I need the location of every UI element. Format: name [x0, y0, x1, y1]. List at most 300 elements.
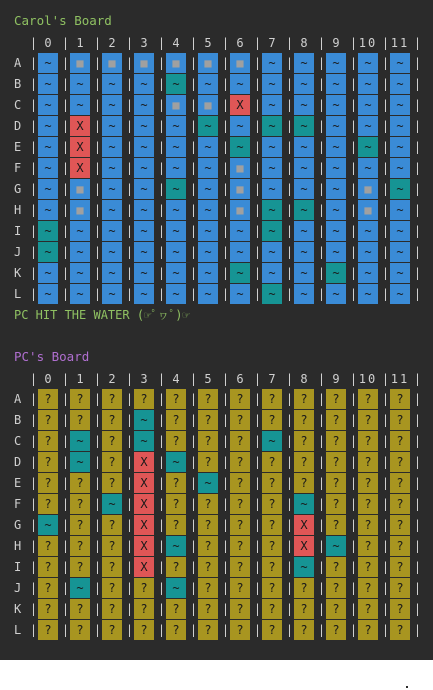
grid-separator: |: [61, 476, 70, 490]
board-cell[interactable]: ?: [294, 389, 314, 409]
board-cell[interactable]: ~: [134, 158, 154, 178]
board-cell[interactable]: ?: [70, 473, 90, 493]
board-cell[interactable]: ?: [198, 599, 218, 619]
board-cell[interactable]: ?: [102, 578, 122, 598]
board-cell[interactable]: ~: [38, 515, 58, 535]
board-cell[interactable]: ~: [262, 158, 282, 178]
board-cell[interactable]: X: [134, 515, 154, 535]
board-cell[interactable]: ?: [198, 578, 218, 598]
board-cell[interactable]: ?: [230, 620, 250, 640]
board-cell[interactable]: ■: [166, 95, 186, 115]
grid-separator: |: [93, 287, 102, 301]
board-cell[interactable]: ■: [70, 53, 90, 73]
board-cell[interactable]: ?: [38, 389, 58, 409]
board-cell[interactable]: ?: [230, 536, 250, 556]
board-cell[interactable]: ~: [166, 242, 186, 262]
board-cell[interactable]: ~: [102, 200, 122, 220]
board-cell[interactable]: ■: [70, 200, 90, 220]
board-cell[interactable]: ~: [134, 74, 154, 94]
board-cell[interactable]: ?: [198, 410, 218, 430]
board-cell[interactable]: ■: [230, 200, 250, 220]
board-cell[interactable]: ~: [262, 200, 282, 220]
board-cell[interactable]: ~: [262, 284, 282, 304]
board-cell[interactable]: ?: [326, 515, 346, 535]
board-cell[interactable]: ~: [198, 263, 218, 283]
board-cell[interactable]: ?: [38, 599, 58, 619]
board-cell[interactable]: ■: [166, 53, 186, 73]
board-cell[interactable]: ~: [166, 179, 186, 199]
board-cell[interactable]: X: [294, 536, 314, 556]
board-cell[interactable]: ?: [326, 410, 346, 430]
board-cell[interactable]: ~: [390, 263, 410, 283]
board-cell[interactable]: ~: [102, 158, 122, 178]
board-cell[interactable]: ~: [38, 116, 58, 136]
board-cell[interactable]: ~: [390, 221, 410, 241]
board-cell[interactable]: ~: [166, 158, 186, 178]
board-cell[interactable]: ~: [262, 74, 282, 94]
board-cell[interactable]: ~: [134, 221, 154, 241]
board-cell[interactable]: ■: [102, 53, 122, 73]
board-cell[interactable]: ?: [198, 515, 218, 535]
board-cell[interactable]: ~: [294, 53, 314, 73]
board-cell[interactable]: ?: [166, 473, 186, 493]
grid-separator: |: [29, 182, 38, 196]
board-cell[interactable]: ~: [390, 242, 410, 262]
grid-separator: |: [381, 161, 390, 175]
board-cell[interactable]: ?: [390, 599, 410, 619]
board-cell[interactable]: ?: [166, 620, 186, 640]
board-cell[interactable]: ~: [166, 263, 186, 283]
board-cell[interactable]: ~: [358, 74, 378, 94]
board-cell[interactable]: ?: [102, 452, 122, 472]
board-cell[interactable]: ~: [102, 74, 122, 94]
board-cell[interactable]: ■: [134, 53, 154, 73]
board-cell[interactable]: ?: [390, 494, 410, 514]
board-cell[interactable]: ~: [230, 137, 250, 157]
board-cell[interactable]: ~: [166, 116, 186, 136]
board-cell[interactable]: ~: [390, 179, 410, 199]
board-cell[interactable]: ?: [230, 431, 250, 451]
board-cell[interactable]: ~: [134, 137, 154, 157]
board-cell[interactable]: ?: [390, 410, 410, 430]
board-cell[interactable]: ?: [358, 599, 378, 619]
board-cell[interactable]: X: [134, 452, 154, 472]
board-cell[interactable]: ?: [166, 515, 186, 535]
board-cell[interactable]: ~: [294, 158, 314, 178]
board-cell[interactable]: ~: [294, 74, 314, 94]
board-cell[interactable]: ~: [166, 536, 186, 556]
board-cell[interactable]: ~: [230, 242, 250, 262]
board-cell[interactable]: ~: [134, 410, 154, 430]
board-cell[interactable]: ?: [326, 431, 346, 451]
board-cell[interactable]: ?: [134, 620, 154, 640]
board-cell[interactable]: ?: [38, 452, 58, 472]
grid-separator: |: [413, 372, 422, 386]
board-cell[interactable]: ~: [70, 578, 90, 598]
board-cell[interactable]: ?: [38, 557, 58, 577]
board-cell[interactable]: ~: [262, 137, 282, 157]
grid-separator: |: [317, 56, 326, 70]
board-cell[interactable]: ?: [198, 494, 218, 514]
board-cell[interactable]: ?: [70, 389, 90, 409]
board-cell[interactable]: ~: [262, 431, 282, 451]
board-cell[interactable]: ?: [70, 515, 90, 535]
board-cell[interactable]: ?: [102, 599, 122, 619]
board-cell[interactable]: ■: [358, 179, 378, 199]
board-cell[interactable]: X: [70, 158, 90, 178]
board-cell[interactable]: ~: [38, 221, 58, 241]
board-cell[interactable]: ?: [262, 620, 282, 640]
board-cell[interactable]: ?: [38, 620, 58, 640]
board-cell[interactable]: ?: [294, 431, 314, 451]
board-cell[interactable]: ?: [294, 473, 314, 493]
board-cell[interactable]: ~: [230, 284, 250, 304]
board-cell[interactable]: ~: [326, 179, 346, 199]
board-cell[interactable]: ?: [358, 431, 378, 451]
board-cell[interactable]: ?: [262, 578, 282, 598]
board-cell[interactable]: ?: [102, 536, 122, 556]
board-cell[interactable]: ~: [134, 431, 154, 451]
board-cell[interactable]: ~: [390, 95, 410, 115]
board-cell[interactable]: ~: [294, 221, 314, 241]
board-cell[interactable]: ~: [102, 221, 122, 241]
board-cell[interactable]: ~: [326, 221, 346, 241]
board-cell[interactable]: ~: [262, 53, 282, 73]
board-cell[interactable]: ~: [102, 116, 122, 136]
board-cell[interactable]: ~: [390, 158, 410, 178]
board-cell[interactable]: ~: [102, 95, 122, 115]
board-cell[interactable]: ?: [358, 389, 378, 409]
board-cell[interactable]: X: [70, 116, 90, 136]
row-label: L: [14, 287, 22, 301]
board-cell[interactable]: ?: [38, 494, 58, 514]
board-cell[interactable]: ?: [262, 557, 282, 577]
board-cell[interactable]: ?: [70, 620, 90, 640]
board-cell[interactable]: ~: [38, 263, 58, 283]
board-cell[interactable]: ~: [134, 179, 154, 199]
board-cell[interactable]: ?: [70, 599, 90, 619]
board-cell[interactable]: ~: [294, 263, 314, 283]
board-cell[interactable]: ~: [262, 179, 282, 199]
board-cell[interactable]: ~: [166, 452, 186, 472]
board-cell[interactable]: ~: [390, 74, 410, 94]
board-cell[interactable]: ~: [102, 494, 122, 514]
board-cell[interactable]: ?: [262, 599, 282, 619]
board-cell[interactable]: ?: [358, 452, 378, 472]
board-cell[interactable]: ~: [166, 578, 186, 598]
board-cell[interactable]: ~: [198, 473, 218, 493]
board-cell[interactable]: ~: [358, 95, 378, 115]
board-cell[interactable]: ~: [390, 284, 410, 304]
board-cell[interactable]: ~: [198, 242, 218, 262]
board-cell[interactable]: ~: [294, 179, 314, 199]
board-cell[interactable]: ~: [166, 200, 186, 220]
board-cell[interactable]: ~: [70, 431, 90, 451]
board-cell[interactable]: ~: [134, 200, 154, 220]
board-cell[interactable]: ?: [102, 557, 122, 577]
board-cell[interactable]: ?: [294, 578, 314, 598]
board-cell[interactable]: ~: [230, 221, 250, 241]
board-cell[interactable]: ■: [230, 53, 250, 73]
board-cell[interactable]: X: [134, 473, 154, 493]
board-cell[interactable]: ~: [390, 137, 410, 157]
board-cell[interactable]: ?: [102, 620, 122, 640]
board-cell[interactable]: ~: [326, 284, 346, 304]
board-cell[interactable]: ~: [198, 200, 218, 220]
board-cell[interactable]: ?: [230, 452, 250, 472]
board-cell[interactable]: ?: [102, 473, 122, 493]
board-cell[interactable]: ~: [38, 284, 58, 304]
board-cell[interactable]: ?: [358, 515, 378, 535]
board-cell[interactable]: ~: [70, 74, 90, 94]
board-cell[interactable]: ?: [38, 431, 58, 451]
board-cell[interactable]: ?: [70, 557, 90, 577]
board-cell[interactable]: ~: [38, 179, 58, 199]
board-cell[interactable]: ?: [166, 599, 186, 619]
board-cell[interactable]: ~: [166, 137, 186, 157]
board-cell[interactable]: ?: [230, 473, 250, 493]
board-cell[interactable]: ~: [70, 263, 90, 283]
board-cell[interactable]: ~: [294, 557, 314, 577]
board-cell[interactable]: ?: [166, 494, 186, 514]
board-cell[interactable]: ?: [38, 578, 58, 598]
board-cell[interactable]: ~: [294, 284, 314, 304]
board-cell[interactable]: ?: [262, 494, 282, 514]
board-cell[interactable]: ~: [294, 242, 314, 262]
board-cell[interactable]: ?: [390, 557, 410, 577]
board-cell[interactable]: ■: [230, 158, 250, 178]
board-cell[interactable]: ?: [294, 620, 314, 640]
board-cell[interactable]: ?: [198, 389, 218, 409]
grid-separator: |: [189, 203, 198, 217]
board-cell[interactable]: ?: [390, 515, 410, 535]
board-cell[interactable]: ~: [326, 200, 346, 220]
board-cell[interactable]: ~: [102, 263, 122, 283]
board-cell[interactable]: ~: [294, 494, 314, 514]
board-cell[interactable]: ?: [230, 557, 250, 577]
board-cell[interactable]: ~: [70, 242, 90, 262]
board-cell[interactable]: ?: [230, 515, 250, 535]
board-cell[interactable]: ?: [198, 452, 218, 472]
board-cell[interactable]: ?: [390, 578, 410, 598]
board-cell[interactable]: ~: [230, 116, 250, 136]
board-cell[interactable]: ?: [326, 452, 346, 472]
board-cell[interactable]: ~: [326, 53, 346, 73]
board-cell[interactable]: ~: [294, 95, 314, 115]
board-cell[interactable]: ■: [198, 95, 218, 115]
board-cell[interactable]: ?: [326, 599, 346, 619]
board-cell[interactable]: ?: [390, 536, 410, 556]
board-cell[interactable]: ~: [326, 263, 346, 283]
board-cell[interactable]: ~: [358, 116, 378, 136]
grid-separator: |: [253, 140, 262, 154]
board-cell[interactable]: ?: [294, 410, 314, 430]
board-cell[interactable]: ?: [166, 410, 186, 430]
board-cell[interactable]: ~: [38, 95, 58, 115]
board-cell[interactable]: X: [134, 494, 154, 514]
board-cell[interactable]: ?: [294, 599, 314, 619]
board-cell[interactable]: ?: [230, 410, 250, 430]
board-cell[interactable]: ~: [358, 137, 378, 157]
board-cell[interactable]: ~: [134, 116, 154, 136]
board-cell[interactable]: ?: [70, 536, 90, 556]
board-cell[interactable]: ~: [198, 137, 218, 157]
board-cell[interactable]: ?: [262, 473, 282, 493]
board-cell[interactable]: ?: [134, 389, 154, 409]
board-cell[interactable]: ~: [358, 263, 378, 283]
board-cell[interactable]: ?: [390, 389, 410, 409]
board-cell[interactable]: ~: [326, 536, 346, 556]
board-cell[interactable]: ~: [38, 158, 58, 178]
board-cell[interactable]: ?: [70, 410, 90, 430]
board-cell[interactable]: ~: [326, 74, 346, 94]
board-cell[interactable]: ?: [358, 557, 378, 577]
board-cell[interactable]: ?: [38, 410, 58, 430]
board-cell[interactable]: ?: [326, 494, 346, 514]
board-cell[interactable]: ~: [38, 137, 58, 157]
board-cell[interactable]: ?: [230, 494, 250, 514]
board-cell[interactable]: ~: [358, 284, 378, 304]
board-cell[interactable]: ~: [70, 284, 90, 304]
board-cell[interactable]: ?: [166, 431, 186, 451]
board-cell[interactable]: ■: [358, 200, 378, 220]
board-cell[interactable]: ~: [198, 158, 218, 178]
board-cell[interactable]: ~: [38, 74, 58, 94]
board-cell[interactable]: ?: [358, 578, 378, 598]
board-cell[interactable]: ?: [262, 410, 282, 430]
board-cell[interactable]: ~: [198, 116, 218, 136]
board-cell[interactable]: ~: [70, 221, 90, 241]
board-cell[interactable]: ?: [358, 536, 378, 556]
board-cell[interactable]: ~: [326, 242, 346, 262]
board-cell[interactable]: ■: [230, 179, 250, 199]
board-cell[interactable]: ?: [326, 578, 346, 598]
board-cell[interactable]: ~: [390, 116, 410, 136]
board-cell[interactable]: ~: [134, 95, 154, 115]
board-cell[interactable]: ~: [262, 95, 282, 115]
board-cell[interactable]: ~: [358, 242, 378, 262]
board-cell[interactable]: ~: [230, 74, 250, 94]
board-cell[interactable]: ?: [262, 389, 282, 409]
board-cell[interactable]: ~: [102, 137, 122, 157]
board-cell[interactable]: ~: [262, 242, 282, 262]
board-cell[interactable]: ~: [358, 53, 378, 73]
board-cell[interactable]: ?: [230, 389, 250, 409]
board-cell[interactable]: ~: [230, 263, 250, 283]
board-cell[interactable]: ?: [326, 473, 346, 493]
board-cell[interactable]: ■: [70, 179, 90, 199]
board-cell[interactable]: ?: [326, 389, 346, 409]
board-cell[interactable]: ~: [38, 53, 58, 73]
board-cell[interactable]: ~: [102, 242, 122, 262]
board-cell[interactable]: ~: [166, 284, 186, 304]
board-cell[interactable]: X: [134, 536, 154, 556]
board-cell[interactable]: ~: [166, 74, 186, 94]
board-cell[interactable]: ?: [134, 578, 154, 598]
board-cell[interactable]: ?: [390, 431, 410, 451]
board-cell[interactable]: ?: [102, 515, 122, 535]
board-cell[interactable]: ~: [38, 242, 58, 262]
board-cell[interactable]: ~: [358, 221, 378, 241]
board-cell[interactable]: ~: [134, 242, 154, 262]
board-cell[interactable]: ?: [198, 431, 218, 451]
board-cell[interactable]: ~: [294, 137, 314, 157]
board-cell[interactable]: ?: [326, 557, 346, 577]
board-cell[interactable]: ?: [102, 410, 122, 430]
board-cell[interactable]: ?: [390, 452, 410, 472]
board-cell[interactable]: ?: [294, 452, 314, 472]
board-cell[interactable]: ?: [230, 599, 250, 619]
board-cell[interactable]: ~: [262, 263, 282, 283]
grid-separator: |: [381, 266, 390, 280]
board-cell[interactable]: ~: [70, 452, 90, 472]
board-cell[interactable]: ?: [166, 557, 186, 577]
board-cell[interactable]: ~: [326, 158, 346, 178]
board-cell[interactable]: ~: [198, 221, 218, 241]
grid-separator: |: [221, 518, 230, 532]
board-cell[interactable]: ?: [134, 599, 154, 619]
board-cell[interactable]: ~: [198, 284, 218, 304]
board-cell[interactable]: ~: [134, 284, 154, 304]
board-cell[interactable]: ~: [102, 179, 122, 199]
board-cell[interactable]: ?: [102, 431, 122, 451]
board-cell[interactable]: ?: [390, 620, 410, 640]
board-cell[interactable]: ?: [358, 494, 378, 514]
board-cell[interactable]: ?: [358, 620, 378, 640]
board-cell[interactable]: ~: [326, 116, 346, 136]
board-cell[interactable]: ~: [390, 200, 410, 220]
board-cell[interactable]: ~: [198, 74, 218, 94]
board-cell[interactable]: ~: [134, 263, 154, 283]
board-cell[interactable]: ?: [262, 452, 282, 472]
board-cell[interactable]: ~: [294, 116, 314, 136]
board-cell[interactable]: ?: [358, 410, 378, 430]
board-cell[interactable]: ~: [390, 53, 410, 73]
board-cell[interactable]: ~: [326, 137, 346, 157]
board-cell[interactable]: ~: [358, 158, 378, 178]
board-cell[interactable]: X: [294, 515, 314, 535]
board-cell[interactable]: ~: [166, 221, 186, 241]
board-cell[interactable]: ~: [198, 179, 218, 199]
board-cell[interactable]: ?: [38, 536, 58, 556]
board-cell[interactable]: ~: [326, 95, 346, 115]
board-cell[interactable]: ?: [198, 620, 218, 640]
board-cell[interactable]: ~: [294, 200, 314, 220]
board-cell[interactable]: ?: [390, 473, 410, 493]
grid-separator: |: [125, 623, 134, 637]
board-cell[interactable]: ?: [358, 473, 378, 493]
board-cell[interactable]: ?: [38, 473, 58, 493]
board-cell[interactable]: ~: [38, 200, 58, 220]
board-cell[interactable]: ~: [70, 95, 90, 115]
board-cell[interactable]: X: [230, 95, 250, 115]
board-cell[interactable]: ~: [262, 221, 282, 241]
board-cell[interactable]: ~: [262, 116, 282, 136]
board-cell[interactable]: ?: [166, 389, 186, 409]
board-cell[interactable]: ?: [70, 494, 90, 514]
board-cell[interactable]: ?: [230, 578, 250, 598]
board-cell[interactable]: ?: [102, 389, 122, 409]
board-cell[interactable]: X: [70, 137, 90, 157]
board-cell[interactable]: ~: [102, 284, 122, 304]
board-cell[interactable]: ?: [262, 536, 282, 556]
board-cell[interactable]: ?: [262, 515, 282, 535]
board-cell[interactable]: ?: [198, 536, 218, 556]
board-cell[interactable]: ■: [198, 53, 218, 73]
board-cell[interactable]: X: [134, 557, 154, 577]
board-cell[interactable]: ?: [198, 557, 218, 577]
board-cell[interactable]: ?: [326, 620, 346, 640]
